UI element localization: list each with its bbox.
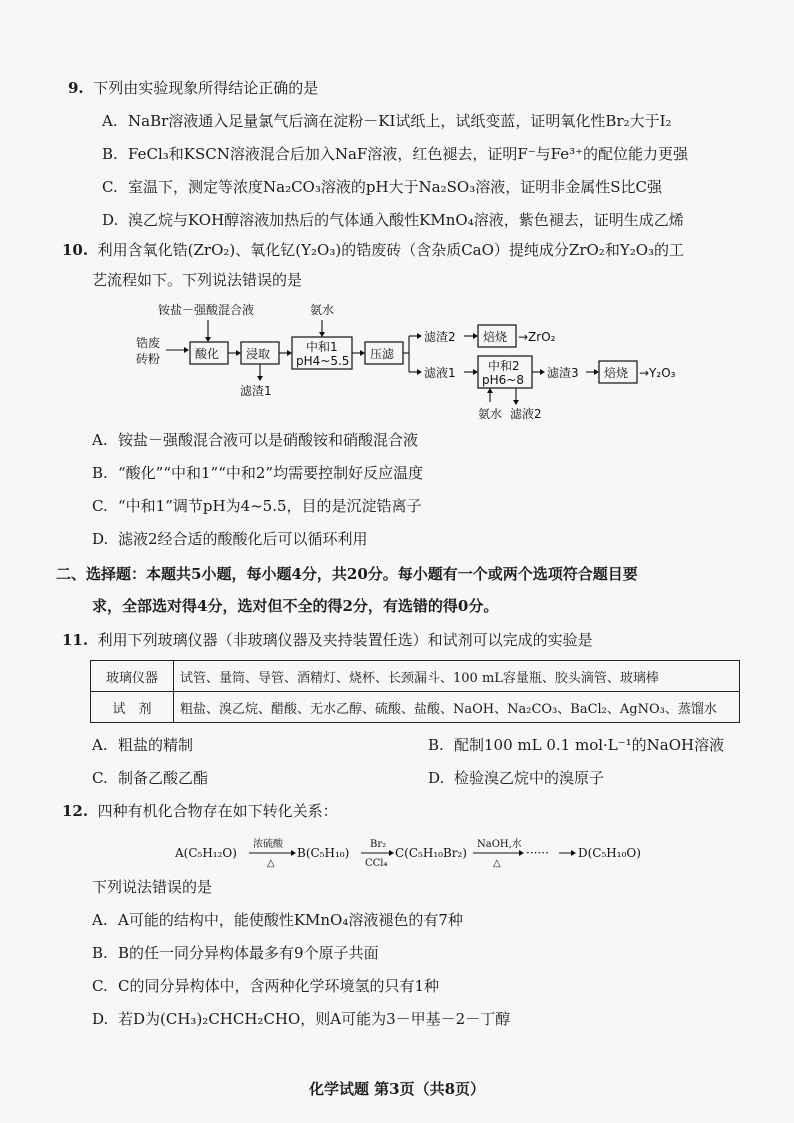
option-letter: D. [92, 530, 109, 548]
flow-filtrate2: 滤液2 [510, 407, 542, 421]
table-head-cell: 玻璃仪器 [91, 661, 174, 692]
flow-residue1: 滤渣1 [240, 384, 272, 398]
option-letter: D. [102, 211, 119, 229]
option-text: 粗盐的精制 [118, 736, 194, 754]
flow-acidify: 酸化 [195, 347, 220, 361]
q12-number: 12. [62, 802, 89, 820]
flow-press: 压滤 [370, 347, 395, 361]
rxn-cond1-top: 浓硫酸 [253, 839, 283, 850]
q11-option-b [428, 735, 724, 755]
q12-option-a [92, 910, 463, 930]
option-text: 制备乙酸乙酯 [118, 769, 209, 787]
arrowhead [184, 347, 189, 353]
q10-stem-line1 [62, 240, 684, 260]
q11-stem: 利用下列玻璃仪器（非玻璃仪器及夹持装置任选）和试剂可以完成的实验是 [97, 631, 593, 649]
flow-roast2: 焙烧 [604, 366, 629, 380]
arrowhead [319, 332, 325, 337]
option-text: A可能的结构中，能使酸性KMnO₄溶液褪色的有7种 [118, 911, 463, 929]
option-text: 铵盐－强酸混合液可以是硝酸铵和硝酸混合液 [118, 431, 419, 449]
flow-leach: 浸取 [246, 347, 271, 361]
q11-table [90, 660, 740, 723]
table-head-cell: 试 剂 [91, 692, 174, 723]
option-text: FeCl₃和KSCN溶液混合后加入NaF溶液，红色褪去，证明F⁻与Fe³⁺的配位能力更强 [128, 145, 689, 163]
q10-number: 10. [62, 241, 89, 259]
arrowhead [360, 350, 365, 356]
arrowhead [519, 850, 524, 856]
option-text: C的同分异构体中，含两种化学环境氢的只有1种 [118, 977, 440, 995]
q10-option-c [92, 496, 422, 516]
q12-option-b [92, 943, 379, 963]
arrowhead [257, 376, 263, 381]
rxn-b: B(C₅H₁₀) [297, 846, 350, 860]
flow-neut1-a: 中和1 [306, 340, 338, 354]
rxn-a: A(C₅H₁₂O) [175, 846, 237, 860]
arrowhead [540, 369, 545, 375]
q9-option-a [102, 111, 672, 131]
arrowhead [236, 350, 241, 356]
flow-neut2-a: 中和2 [488, 359, 520, 373]
arrowhead [205, 337, 211, 342]
reaction-scheme [175, 835, 655, 875]
option-text: 检验溴乙烷中的溴原子 [454, 769, 605, 787]
arrowhead [571, 850, 576, 856]
option-text: 溴乙烷与KOH醇溶液加热后的气体通入酸性KMnO₄溶液，紫色褪去，证明生成乙烯 [128, 211, 684, 229]
q12-option-c [92, 976, 439, 996]
process-flowchart [128, 300, 728, 430]
section2-heading-line1: 二、选择题：本题共5小题，每小题4分，共20分。每小题有一个或两个选项符合题目要 [56, 565, 638, 583]
section2-heading-line2: 求，全部选对得4分，选对但不全的得2分，有选错的得0分。 [92, 597, 499, 615]
option-letter: A. [92, 911, 108, 929]
rxn-c: C(C₅H₁₀Br₂) [395, 846, 467, 860]
option-letter: D. [92, 1010, 109, 1028]
flow-residue2: 滤渣2 [424, 330, 456, 344]
q11-option-a [92, 735, 193, 755]
option-text: 配制100 mL 0.1 mol·L⁻¹的NaOH溶液 [454, 736, 725, 754]
q11-number: 11. [62, 631, 89, 649]
arrowhead [291, 850, 296, 856]
option-letter: C. [92, 497, 108, 515]
flow-reagent3: 氨水 [478, 407, 503, 421]
option-text: B的任一同分异构体最多有9个原子共面 [118, 944, 379, 962]
q9-option-c [102, 177, 662, 197]
option-text: 滤液2经合适的酸酸化后可以循环利用 [118, 530, 368, 548]
flow-reagent2: 氨水 [310, 303, 335, 317]
rxn-cond2-top: Br₂ [370, 839, 387, 850]
flow-neut2-b: pH6~8 [482, 373, 524, 387]
rxn-cond1-bot: △ [267, 858, 275, 869]
flow-prod2: →Y₂O₃ [639, 366, 676, 380]
table-row [91, 661, 740, 692]
rxn-cond3-bot: △ [493, 858, 501, 869]
q11-option-c [92, 768, 208, 788]
q12-stem-line [62, 801, 338, 821]
table-row [91, 692, 740, 723]
q10-option-b [92, 463, 423, 483]
option-text: NaBr溶液通入足量氯气后滴在淀粉－KI试纸上，试纸变蓝，证明氧化性Br₂大于I₂ [128, 112, 672, 130]
arrowhead [417, 333, 422, 339]
page-footer: 化学试题 第3页（共8页） [308, 1080, 486, 1098]
table-cell: 试管、量筒、导管、酒精灯、烧杯、长颈漏斗、100 mL容量瓶、胶头滴管、玻璃棒 [174, 661, 740, 692]
arrowhead [389, 850, 394, 856]
arrowhead [594, 369, 599, 375]
option-text: 若D为(CH₃)₂CHCH₂CHO，则A可能为3－甲基－2－丁醇 [118, 1010, 511, 1028]
flow-neut1-b: pH4~5.5 [296, 354, 350, 368]
option-letter: B. [92, 464, 108, 482]
option-letter: C. [92, 977, 108, 995]
q11-stem-line [62, 630, 593, 650]
flow-roast1: 焙烧 [483, 330, 508, 344]
q9-number: 9. [68, 79, 84, 97]
arrowhead [487, 388, 493, 393]
arrowhead [287, 350, 292, 356]
q11-option-d [428, 768, 604, 788]
option-letter: D. [428, 769, 445, 787]
q10-stem-1: 利用含氧化锆(ZrO₂)、氧化钇(Y₂O₃)的锆废砖（含杂质CaO）提纯成分ZrO₂和Y₂O₃的工 [97, 241, 685, 259]
q12-option-d [92, 1009, 510, 1029]
flow-raw-2: 砖粉 [136, 352, 161, 366]
option-letter: C. [92, 769, 108, 787]
arrowhead [417, 369, 422, 375]
flow-residue3: 滤渣3 [547, 366, 579, 380]
arrowhead [473, 333, 478, 339]
option-letter: B. [428, 736, 444, 754]
rxn-cond2-bot: CCl₄ [365, 858, 388, 869]
flow-prod1: →ZrO₂ [518, 330, 556, 344]
option-letter: B. [102, 145, 118, 163]
flow-filtrate1: 滤液1 [424, 366, 456, 380]
rxn-cond3-top: NaOH,水 [477, 839, 522, 850]
q9-stem: 下列由实验现象所得结论正确的是 [93, 79, 319, 97]
q10-option-a [92, 430, 418, 450]
option-text: 室温下，测定等浓度Na₂CO₃溶液的pH大于Na₂SO₃溶液，证明非金属性S比C强 [128, 178, 662, 196]
flow-raw-1: 锆废 [136, 336, 161, 350]
option-text: “酸化”“中和1”“中和2”均需要控制好反应温度 [118, 464, 424, 482]
arrowhead [473, 369, 478, 375]
option-text: “中和1”调节pH为4~5.5，目的是沉淀锆离子 [118, 497, 422, 515]
option-letter: A. [92, 431, 108, 449]
q9-option-d [102, 210, 684, 230]
option-letter: B. [92, 944, 108, 962]
rxn-dots: ······ [526, 846, 549, 860]
q9-stem-line [68, 78, 318, 98]
arrowhead [513, 400, 519, 405]
table-cell: 粗盐、溴乙烷、醋酸、无水乙醇、硫酸、盐酸、NaOH、Na₂CO₃、BaCl₂、AgNO₃、蒸馏水 [174, 692, 740, 723]
flow-reagent1: 铵盐－强酸混合液 [158, 303, 255, 317]
option-letter: A. [102, 112, 118, 130]
option-letter: A. [92, 736, 108, 754]
q9-option-b [102, 144, 688, 164]
q10-option-d [92, 529, 368, 549]
option-letter: C. [102, 178, 118, 196]
q12-stem: 四种有机化合物存在如下转化关系： [97, 802, 338, 820]
q12-sub-stem: 下列说法错误的是 [92, 878, 213, 896]
q10-stem-line2: 艺流程如下。下列说法错误的是 [92, 271, 303, 289]
rxn-d: D(C₅H₁₀O) [578, 846, 641, 860]
